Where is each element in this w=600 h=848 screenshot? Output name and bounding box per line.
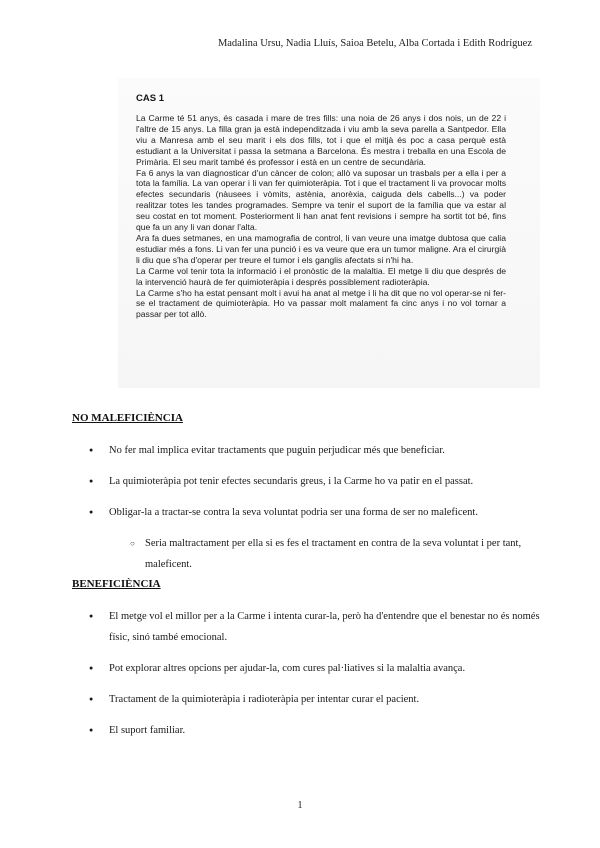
list-item: ● El metge vol el millor per a la Carme i intenta curar-la, però ha d'entendre que el benestar no és només físic, sinó també emocional. bbox=[72, 606, 542, 648]
list-item: ● Obligar-la a tractar-se contra la seva voluntat podria ser una forma de ser no maleficent. bbox=[72, 502, 542, 523]
case-paragraph: Fa 6 anys la van diagnosticar d'un càncer de colon; allò va suposar un trasbals per a ella i per a tota la família. La van operar i li van fer quimioteràpia. Tot i que el tractament li va provocar molts efectes secundaris (nàusees i vòmits, astènia, anorèxia, caiguda dels cabells...) va poder realitzar totes les tandes programades. Sempre va tenir el suport de la família que va estar al seu costat en tot moment. Posteriorment li han anat fent revisions i sempre ha sortit tot bé, fins que fa un any li van donar l'alta. bbox=[136, 167, 506, 233]
case-paragraph: La Carme vol tenir tota la informació i el pronòstic de la malaltia. El metge li diu que després de la intervenció haurà de fer quimioteràpia i després possiblement radioteràpia. bbox=[136, 265, 506, 287]
list-item: ● No fer mal implica evitar tractaments que puguin perjudicar més que beneficiar. bbox=[72, 440, 542, 461]
list-item: ● Pot explorar altres opcions per ajudar-la, com cures pal·liatives si la malaltia avança. bbox=[72, 658, 542, 679]
sub-list-item: ○ Seria maltractament per ella si es fes el tractament en contra de la seva voluntat i per tant, maleficent. bbox=[72, 533, 542, 575]
case-paragraph: La Carme té 51 anys, és casada i mare de tres fills: una noia de 26 anys i dos nois, un de 22 i l'altre de 15 anys. La filla gran ja està independitzada i viu amb la seva parella a Santpedor. Ella viu a Manresa amb el seu marit i els dos fills, tot i que el mitjà és poc a casa perquè està estudiant a la Universitat i passa la setmana a Barcelona. És mestra i treballa en una Escola de Primària. El seu marit també és professor i està en un centre de secundària. bbox=[136, 113, 506, 167]
section-heading-beneficiencia: BENEFICIÈNCIA bbox=[72, 578, 161, 590]
case-text bbox=[136, 113, 506, 320]
list-item: ● El suport familiar. bbox=[72, 720, 542, 741]
list-item: ● La quimioteràpia pot tenir efectes secundaris greus, i la Carme ho va patir en el passat. bbox=[72, 471, 542, 492]
section-heading-no-maleficiencia: NO MALEFICIÈNCIA bbox=[72, 412, 183, 424]
case-paragraph: La Carme s'ho ha estat pensant molt i avui ha anat al metge i li ha dit que no vol operar-se ni fer-se el tractament de quimioteràpia. Ho va passar molt malament fa cinc anys i no vol tornar a passar per tot allò. bbox=[136, 287, 506, 320]
no-maleficiencia-list bbox=[72, 440, 542, 575]
beneficiencia-list bbox=[72, 606, 542, 741]
case-title: CAS 1 bbox=[136, 93, 164, 104]
header-authors: Madalina Ursu, Nadia Lluís, Saioa Betelu, Alba Cortada i Edith Rodríguez bbox=[217, 38, 532, 49]
case-paragraph: Ara fa dues setmanes, en una mamografia de control, li van veure una imatge dubtosa que calia estudiar més a fons. Li van fer una punció i es va veure que era un tumor maligne. Ara el cirurgià li diu que s'ha d'operar per treure el tumor i els ganglis afectats si n'hi ha. bbox=[136, 232, 506, 265]
list-item: ● Tractament de la quimioteràpia i radioteràpia per intentar curar el pacient. bbox=[72, 689, 542, 710]
page-number: 1 bbox=[297, 800, 303, 811]
